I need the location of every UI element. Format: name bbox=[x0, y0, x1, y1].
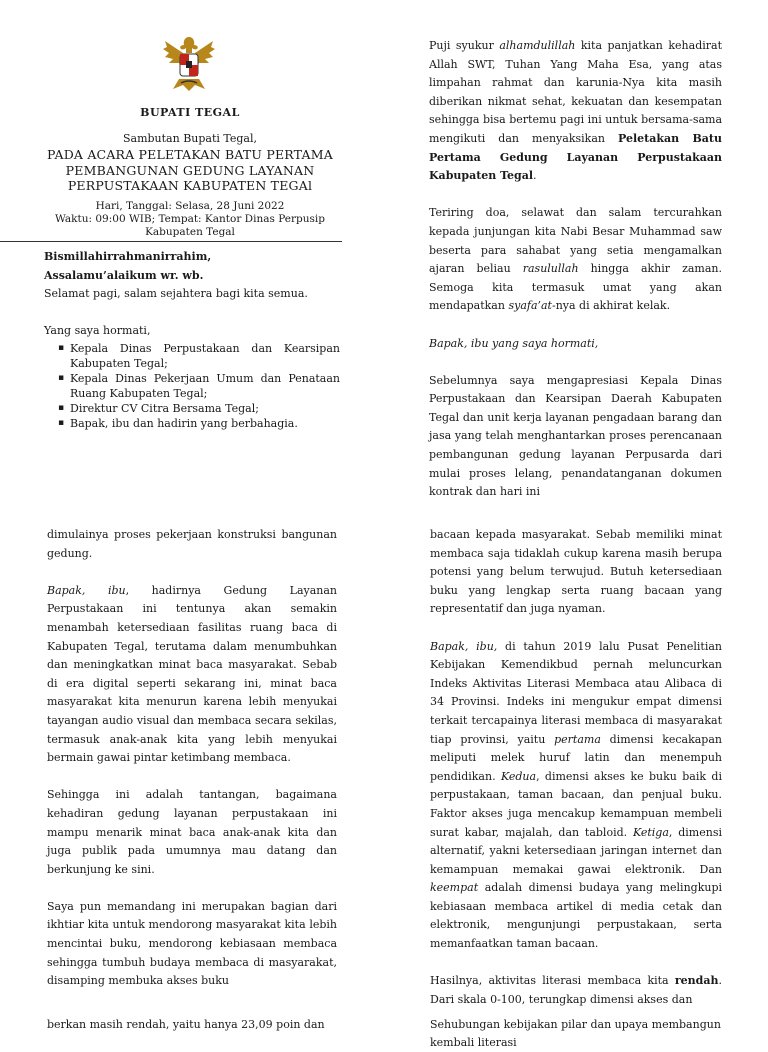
header-divider bbox=[0, 241, 342, 242]
salutation: Bapak, ibu yang saya hormati, bbox=[429, 336, 599, 350]
speech-type: Sambutan Bupati Tegal, bbox=[122, 132, 258, 145]
paragraph: dimulainya proses pekerjaan konstruksi bangunan gedung. bbox=[47, 528, 337, 560]
list-item: ▪ Kepala Dinas Pekerjaan Umum dan Penataan Ruang Kabupaten Tegal; bbox=[58, 371, 340, 401]
text-run: pertama bbox=[554, 732, 601, 746]
event-place-line-2: Kabupaten Tegal bbox=[145, 225, 235, 238]
event-details bbox=[40, 200, 340, 239]
text-run: alhamdulillah bbox=[499, 39, 576, 52]
speech-header bbox=[40, 106, 340, 239]
next-page-cut-text-right: Sehubungan kebijakan pilar dan upaya membangun kembali literasi bbox=[430, 1018, 721, 1049]
event-date: Hari, Tanggal: Selasa, 28 Juni 2022 bbox=[95, 199, 285, 212]
text-run: Bapak, ibu, bbox=[430, 639, 498, 653]
text-run: keempat bbox=[430, 881, 479, 895]
event-place-line-1: Waktu: 09:00 WIB; Tempat: Kantor Dinas Perpusip bbox=[55, 212, 325, 225]
text-run: . bbox=[533, 169, 537, 183]
event-title-line-2: PEMBANGUNAN GEDUNG LAYANAN bbox=[65, 162, 315, 178]
greeting-text: Selamat pagi, salam sejahtera bagi kita semua. bbox=[44, 287, 308, 301]
org-name: BUPATI TEGAL bbox=[140, 106, 240, 119]
garuda-emblem-icon bbox=[161, 33, 217, 93]
list-item: ▪ Direktur CV Citra Bersama Tegal; bbox=[58, 401, 340, 416]
bismillah-text: Bismillahirrahmanirrahim, bbox=[44, 250, 212, 263]
text-run: Kedua bbox=[500, 769, 537, 783]
assalam-text: Assalamu’alaikum wr. wb. bbox=[44, 268, 204, 282]
event-title bbox=[40, 147, 340, 194]
text-run: Ketiga bbox=[632, 825, 669, 839]
text-run: hingga akhir zaman. Semoga kita termasuk umat yang akan mendapatkan bbox=[429, 262, 723, 313]
text-run: . Dari skala 0-100, terungkap dimensi akses dan bbox=[430, 974, 722, 1006]
next-page-cut-text-left: berkan masih rendah, yaitu hanya 23,09 poin dan bbox=[47, 1018, 325, 1031]
text-run: syafa’at bbox=[508, 299, 552, 313]
right-column-bottom bbox=[430, 526, 722, 1006]
honored-intro: Yang saya hormati, bbox=[44, 324, 151, 338]
paragraph: bacaan kepada masyarakat. Sebab memiliki minat membaca saja tidaklah cukup karena masih berupa potensi yang belum terwujud. Butuh ketersediaan buku yang lengkap serta ruang bacaan yang representatif dan juga nyaman. bbox=[430, 528, 722, 616]
text-run: di tahun 2019 lalu Pusat Penelitian Kebijakan Kemendikbud pernah meluncurkan Indeks Aktivitas Literasi Membaca atau Alibaca di 34 Provinsi. Indeks ini mengukur empat dimensi terkait tercapainya literasi membaca di masyarakat tiap provinsi, yaitu bbox=[430, 639, 722, 746]
list-item: ▪ Bapak, ibu dan hadirin yang berbahagia. bbox=[58, 416, 340, 431]
paragraph bbox=[47, 582, 337, 768]
text-run: adalah dimensi budaya yang melingkupi kebiasaan membaca artikel di media cetak dan elektronik, mengunjungi perpustakaan, serta memanfaatkan taman bacaan. bbox=[430, 881, 722, 951]
paragraph: Sehingga ini adalah tantangan, bagaimana kehadiran gedung layanan perpustakaan ini mampu menarik minat baca anak-anak kita dan juga publik pada umumnya mau datang dan berkunjung ke sini. bbox=[47, 788, 337, 876]
paragraph: Sebelumnya saya mengapresiasi Kepala Dinas Perpustakaan dan Kearsipan Daerah Kabupaten Tegal dan unit kerja layanan pengadaan barang dan jasa yang telah menghantarkan proses perencanaan pembangunan gedung layanan Perpusarda dari mulai proses lelang, penandatanganan dokumen kontrak dan hari ini bbox=[429, 373, 722, 499]
event-title-line-1: PADA ACARA PELETAKAN BATU PERTAMA bbox=[47, 147, 333, 162]
text-run: , dimensi alternatif, yakni ketersediaan jaringan internet dan kemampuan memakai gawai elektronik. Dan bbox=[430, 825, 722, 876]
paragraph bbox=[430, 638, 722, 954]
text-run: -nya di akhirat kelak. bbox=[551, 299, 671, 313]
paragraph bbox=[430, 972, 722, 1009]
left-column-bottom bbox=[47, 526, 337, 988]
event-title-line-3: PERPUSTAKAAN KABUPATEN TEGAl bbox=[67, 178, 313, 193]
text-run: kita panjatkan kehadirat Allah SWT, Tuhan Yang Maha Esa, yang atas limpahan rahmat dan karunia-Nya kita masih diberikan nikmat sehat, kekuatan dan kesempatan sehingga bisa bertemu pagi ini untuk bersama-sama mengikuti dan menyaksikan bbox=[429, 39, 723, 145]
text-run: Hasilnya, aktivitas literasi membaca kita bbox=[430, 974, 675, 988]
text-run: , dimensi akses ke buku baik di perpustakaan, taman bacaan, dan penjual buku. Faktor akses juga mencakup kemampuan membeli surat kabar, majalah, dan tabloid. bbox=[430, 769, 722, 839]
text-run: dimensi kecakapan meliputi melek huruf latin dan menempuh pendidikan. bbox=[430, 732, 722, 783]
text-run: rasulullah bbox=[522, 262, 579, 276]
text-run: Bapak, ibu bbox=[47, 583, 126, 597]
text-run: , hadirnya Gedung Layanan Perpustakaan ini tentunya akan semakin menambah ketersediaan fasilitas ruang baca di Kabupaten Tegal, terutama dalam menumbuhkan dan meningkatkan minat baca masyarakat. Sebab di era digital seperti sekarang ini, minat baca masyarakat kita menurun karena lebih menyukai tayangan audio visual dan membaca secara sekilas, termasuk anak-anak kita yang lebih menyukai bermain gawai pintar ketimbang membaca. bbox=[47, 583, 337, 765]
paragraph bbox=[429, 37, 722, 186]
list-item: ▪ Kepala Dinas Perpustakaan dan Kearsipan Kabupaten Tegal; bbox=[58, 341, 340, 371]
text-run: Teriring doa, selawat dan salam tercurahkan kepada junjungan kita Nabi Besar Muhammad saw beserta para sahabat yang setia mengamalkan ajaran beliau bbox=[429, 206, 722, 276]
text-run: Puji syukur bbox=[429, 39, 500, 52]
right-column-top bbox=[429, 37, 723, 499]
text-run: rendah bbox=[674, 974, 719, 988]
text-run: Peletakan Batu Pertama Gedung Layanan Perpustakaan Kabupaten Tegal bbox=[429, 131, 722, 183]
paragraph bbox=[429, 204, 722, 316]
honored-list bbox=[58, 341, 340, 431]
paragraph: Saya pun memandang ini merupakan bagian dari ikhtiar kita untuk mendorong masyarakat kita lebih mencintai buku, mendorong kebiasaan membaca sehingga tumbuh budaya membaca di masyarakat, disamping membuka akses buku bbox=[47, 899, 337, 988]
